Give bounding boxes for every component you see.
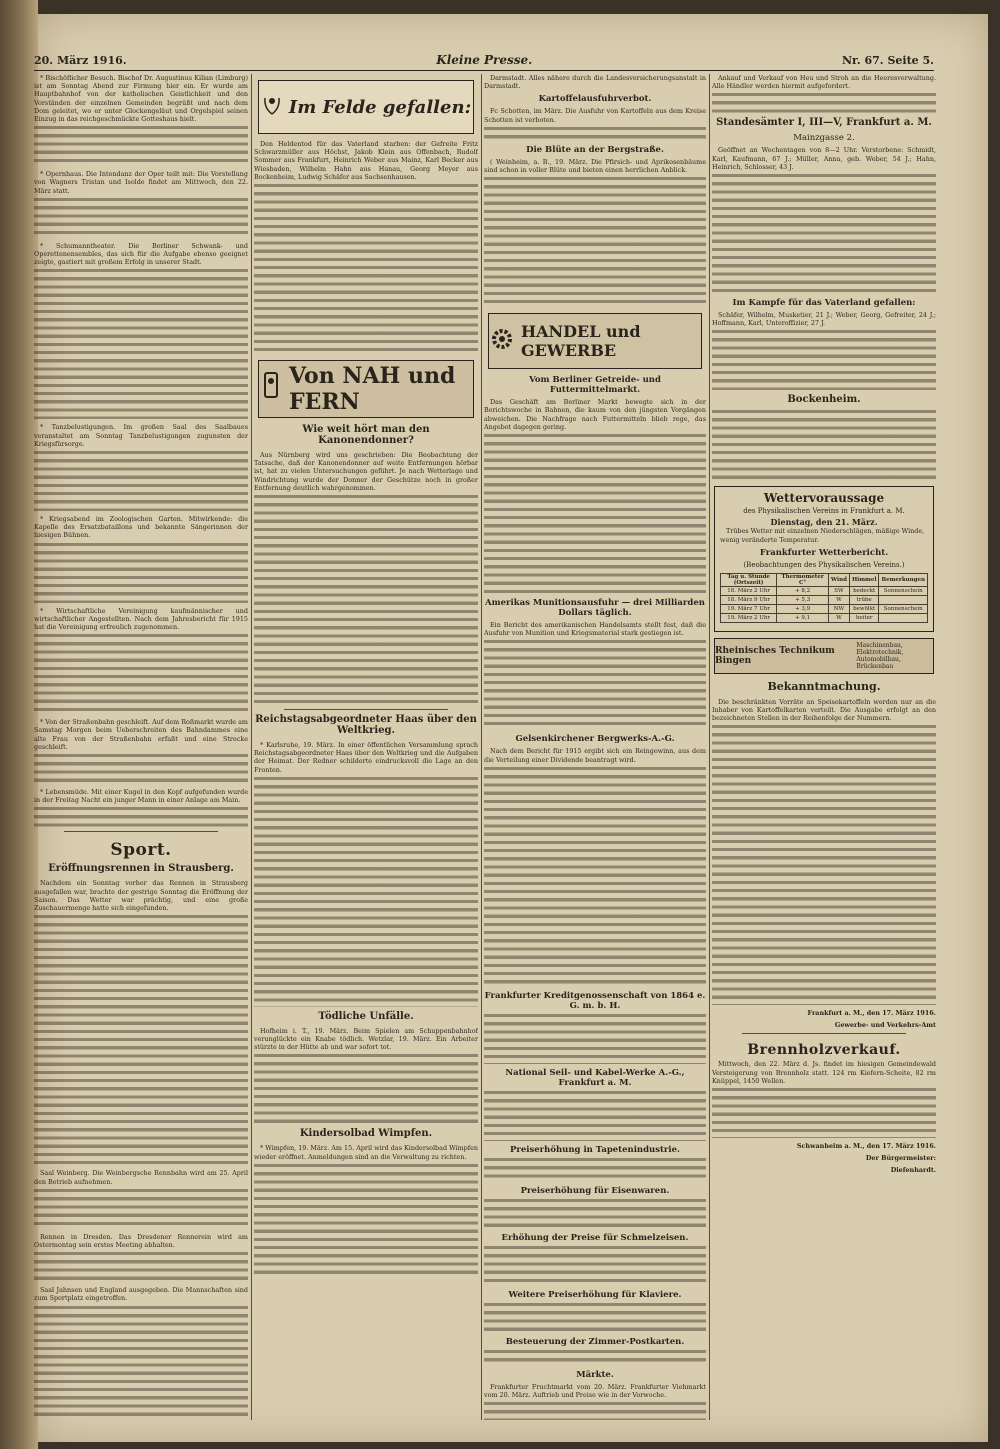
text-block — [712, 174, 936, 294]
text-block — [34, 198, 248, 238]
text-block — [34, 543, 248, 603]
text-block — [34, 754, 248, 784]
table-header-row — [721, 573, 928, 586]
handel-gewerbe-banner — [488, 313, 702, 369]
kabel-title: National Seil- und Kabel-Werke A.-G., Frankfurt a. M. — [505, 1067, 685, 1088]
telephone-icon — [259, 371, 283, 407]
sport-paragraph: Nachdem ein Sonntag vorher das Rennen in Strausberg ausgefallen war, brachte der gestrige Sonntag die Eröffnung der Saison. Das Wetter war prächtig, und eine große Zuschauermenge hatte sich eingefunden. — [34, 879, 248, 913]
technikum-ad — [714, 638, 934, 674]
text-block — [484, 1303, 706, 1333]
article-zoo: * Kriegsabend im Zoologischen Garten. Mitwirkende: die Kapelle des Ersatzbataillons und bekannte Sängerinnen der hiesigen Bühnen. — [34, 515, 248, 540]
header-rule — [34, 70, 934, 71]
text-block — [712, 725, 936, 1005]
article-vereinigung: * Wirtschaftliche Vereinigung kaufmännischer und wirtschaftlicher Angestellten. Nach dem Jahresbericht für 1915 hat die Vereinigung erfreulich zugenommen. — [34, 606, 248, 632]
wetter-title: Wettervoraussage — [763, 491, 885, 506]
table-header: Wind — [828, 573, 849, 586]
handel-gewerbe-title: HANDEL und GEWERBE — [521, 322, 641, 361]
column-rule — [251, 74, 252, 1420]
bockenheim-title: Bockenheim. — [787, 394, 861, 406]
text-block — [484, 1199, 706, 1229]
text-block — [484, 640, 706, 730]
text-block — [712, 93, 936, 113]
toedliche-title: Tödliche Unfälle. — [318, 1010, 414, 1022]
wetter-day: Dienstag, den 21. März. — [770, 517, 878, 528]
heu-text: Ankauf und Verkauf von Heu und Stroh an die Heeresverwaltung. Alle Händler werden hiermit aufgefordert. — [712, 74, 936, 91]
table-row — [721, 613, 928, 622]
article-opernhaus: * Opernhaus. Die Intendanz der Oper teilt mit: Die Vorstellung von Wagners Tristan und Isolde findet am Mittwoch, den 22. März statt. — [34, 170, 248, 195]
wetterbericht-title: Frankfurter Wetterbericht. — [759, 547, 889, 558]
wetter-text: Trübes Wetter mit einzelnen Niederschlägen, mäßige Winde, wenig veränderte Temperatur. — [720, 527, 925, 544]
column-rule — [481, 74, 482, 1420]
table-cell: W — [828, 595, 849, 604]
text-block — [34, 915, 248, 1165]
text-block — [712, 1088, 936, 1138]
table-cell: 18. März 9 Uhr — [721, 595, 777, 604]
article-lebensmuede: * Lebensmüde. Mit einer Kugel in den Kopf aufgefunden wurde in der Freitag Nacht ein junger Mann in einer Anlage am Main. — [34, 788, 248, 805]
text-block — [484, 1158, 706, 1182]
postkarten-title: Besteuerung der Zimmer-Postkarten. — [505, 1336, 685, 1347]
brennholz-date: Schwanheim a. M., den 17. März 1916. — [796, 1142, 936, 1151]
table-cell: trübe — [849, 595, 879, 604]
kanonendonner-title: Wie weit hört man den Kanonendonner? — [302, 424, 430, 447]
table-header: Bemerkungen — [879, 573, 928, 586]
book-binding — [0, 0, 38, 1449]
brennholz-title: Brennholzverkauf. — [747, 1042, 901, 1059]
article-strassenbahn: * Von der Straßenbahn geschleift. Auf dem Roßmarkt wurde am Samstag Morgen beim Ueberschreiten des Bahndammes eine alte Frau von der Straßenbahn erfaßt und eine Strecke geschleift. — [34, 718, 248, 751]
table-header: Thermometer C° — [777, 573, 829, 586]
divider — [64, 831, 218, 832]
klavier-title: Weitere Preiserhöhung für Klaviere. — [508, 1289, 682, 1300]
text-block — [34, 1306, 248, 1420]
table-cell: 19. März 2 Uhr — [721, 613, 777, 622]
kindersolbad-title: Kindersolbad Wimpfen. — [299, 1128, 433, 1140]
text-block — [712, 330, 936, 390]
maerkte-title: Märkte. — [576, 1369, 614, 1380]
text-block — [34, 634, 248, 714]
text-block — [34, 1252, 248, 1282]
standesamt-text: Geöffnet an Wochentagen von 8—2 Uhr. Verstorbene: Schmidt, Karl, Kaufmann, 67 J.; Müller, Anna, geb. Weber, 54 J.; Hahn, Heinrich, Schlosser, 43 J. — [712, 146, 936, 171]
sport-title: Sport. — [110, 840, 172, 861]
column-rule — [709, 74, 710, 1420]
table-cell: 18. März 2 Uhr — [721, 586, 777, 595]
text-block — [484, 434, 706, 594]
technikum-name: Rheinisches Technikum Bingen — [715, 645, 835, 666]
sport-paragraph: Saal Weinberg. Die Weinbergsche Rennbahn wird am 25. April den Betrieb aufnehmen. — [34, 1169, 248, 1186]
divider — [742, 1033, 906, 1034]
text-block — [712, 410, 936, 480]
bergstrasse-title: Die Blüte an der Bergstraße. — [526, 144, 664, 155]
text-block — [34, 451, 248, 511]
table-cell: heiter — [849, 613, 879, 622]
text-block — [34, 1189, 248, 1229]
header-date: 20. März 1916. — [34, 53, 127, 67]
sport-subtitle: Eröffnungsrennen in Strausberg. — [48, 863, 234, 875]
getreide-text: Das Geschäft am Berliner Markt bewegte sich in der Berichtswoche in Bahnen, die kaum von den jüngsten Vorgängen abweichen. Die Nachfrage nach Futtermitteln blieb rege, das Angebot dagegen gering. — [484, 398, 706, 431]
table-cell: W — [828, 613, 849, 622]
table-cell: Sonnenschein — [879, 586, 928, 595]
text-block — [484, 1014, 706, 1064]
text-block — [484, 1402, 706, 1420]
column-1 — [34, 74, 248, 1420]
table-cell: + 5,3 — [777, 595, 829, 604]
text-block — [484, 767, 706, 987]
toedliche-text: Hofheim i. T., 19. März. Beim Spielen am Schuppenbahnhof verunglückte ein Knabe tödlich. Wetzlar, 19. März. Ein Arbeiter stürzte in der Hütte ab und war sofort tot. — [254, 1026, 478, 1052]
standesamt-title: Standesämter I, III—V, Frankfurt a. M. — [716, 117, 932, 129]
text-block — [484, 177, 706, 307]
divider — [284, 709, 448, 710]
table-header: Tag u. Stunde (Ortszeit) — [721, 573, 777, 586]
darmstadt-text: Darmstadt. Alles nähere durch die Landesversicherungsanstalt in Darmstadt. — [484, 74, 706, 91]
text-block — [34, 269, 248, 419]
article-tanz: * Tanzbelustigungen. Im großen Saal des Saalbaues veranstaltet am Sonntag Tanzbelustigungen zugunsten der Kriegsfürsorge. — [34, 423, 248, 448]
table-cell: NW — [828, 604, 849, 613]
amerika-text: Ein Bericht des amerikanischen Handelsamts stellt fest, daß die Ausfuhr von Munition und Kriegsmaterial stark gestiegen ist. — [484, 621, 706, 638]
kanonendonner-text: Aus Nürnberg wird uns geschrieben: Die Beobachtung der Tatsache, daß der Kanonendonner auf weite Entfernungen hörbar ist, hat zu vielen Untersuchungen geführt. Je nach Wetterlage und Windrichtung wurde der Donner der Geschütze noch in großer Entfernung deutlich wahrgenommen. — [254, 451, 478, 492]
schmelz-title: Erhöhung der Preise für Schmelzeisen. — [501, 1232, 689, 1243]
tapeten-title: Preiserhöhung in Tapetenindustrie. — [509, 1144, 681, 1155]
text-block — [484, 1246, 706, 1286]
eisen-title: Preiserhöhung für Eisenwaren. — [520, 1185, 670, 1196]
gelsenkirchen-title: Gelsenkirchener Bergwerks-A.-G. — [515, 734, 675, 745]
gelsenkirchen-text: Nach dem Bericht für 1915 ergibt sich ein Reingewinn, aus dem die Verteilung einer Dividende beantragt wird. — [484, 747, 706, 764]
table-row — [721, 595, 928, 604]
amerika-title: Amerikas Munitionsausfuhr — drei Milliarden Dollars täglich. — [485, 598, 705, 619]
text-block — [254, 495, 478, 705]
laurel-icon — [261, 94, 283, 121]
reichstag-title: Reichstagsabgeordneter Haas über den Weltkrieg. — [255, 714, 477, 737]
nah-fern-title: Von NAH und FERN — [289, 363, 456, 416]
article-bischof: * Bischöflicher Besuch. Bischof Dr. Augustinus Kilian (Limburg) ist am Sonntag Abend zur Firmung hier ein. Er wurde am Hauptbahnhof von der katholischen Geistlichkeit und den Vorständen der einzelnen Gemeinden begrüßt und nach dem Dom geleitet, wo er unter Glockengeläut und Orgelspiel seinen Einzug in das reichgeschmückte Gotteshaus hielt. — [34, 74, 248, 124]
brennholz-name: Diefenhardt. — [890, 1166, 936, 1175]
text-block — [484, 1091, 706, 1141]
article-schumanntheater: * Schumanntheater. Die Berliner Schwank- und Operettenensembles, das sich für die Aufgabe ebenso geeignet zeigte, gastiert mit großem Erfolg in unserer Stadt. — [34, 241, 248, 267]
table-cell: + 3,9 — [777, 604, 829, 613]
bekanntmachung-text: Die beschränkten Vorräte an Speisekartoffeln werden nur an die Inhaber von Kartoffelkarten verteilt. Die Ausgabe erfolgt an den bezeichneten Stellen in der Reihenfolge der Nummern. — [712, 697, 936, 723]
text-block — [254, 777, 478, 1007]
text-block — [34, 807, 248, 827]
technikum-subjects: Maschinenbau, Elektrotechnik, Automobilbau, Brückenbau — [856, 641, 904, 670]
column-3 — [484, 74, 706, 1420]
text-block — [484, 1350, 706, 1366]
wetter-box — [714, 486, 934, 631]
kartoffel-title: Kartoffelausfuhrverbot. — [538, 94, 652, 105]
wetterbericht-subtitle: (Beobachtungen des Physikalischen Vereins.) — [743, 560, 905, 569]
wetter-table — [720, 573, 928, 623]
sport-paragraph: Rennen in Dresden. Das Dresdener Rennerein wird am Ostermontag sein erstes Meeting abhalten. — [34, 1232, 248, 1249]
getreide-title: Vom Berliner Getreide- und Futtermittelmarkt. — [529, 375, 661, 396]
nah-fern-banner — [258, 360, 474, 418]
bekanntmachung-date: Frankfurt a. M., den 17. März 1916. — [807, 1009, 936, 1018]
table-cell: Sonnenschein — [879, 604, 928, 613]
bekanntmachung-office: Gewerbe- und Verkehrs-Amt — [834, 1021, 936, 1030]
table-row — [721, 586, 928, 595]
table-cell: + 8,2 — [777, 586, 829, 595]
wetter-subtitle: des Physikalischen Vereins in Frankfurt a. M. — [743, 507, 905, 516]
text-block — [484, 127, 706, 141]
gear-icon — [489, 326, 515, 356]
kampf-title: Im Kampfe für das Vaterland gefallen: — [732, 298, 916, 309]
text-block — [254, 184, 478, 354]
kindersolbad-text: * Wimpfen, 19. März. Am 15. April wird das Kindersolbad Wimpfen wieder eröffnet. Anmeldungen sind an die Verwaltung zu richten. — [254, 1144, 478, 1161]
table-row — [721, 604, 928, 613]
maerkte-text: Frankfurter Fruchtmarkt vom 20. März. Frankfurter Viehmarkt vom 20. März. Auftrieb und Preise wie in der Vorwoche. — [484, 1382, 706, 1400]
bekanntmachung-title: Bekanntmachung. — [767, 679, 881, 693]
table-cell: bewölkt — [849, 604, 879, 613]
table-cell: bedeckt — [849, 586, 879, 595]
header-issue: Nr. 67. Seite 5. — [842, 53, 934, 67]
table-cell — [879, 595, 928, 604]
column-2 — [254, 74, 478, 1420]
im-felde-title: Im Felde gefallen: — [288, 96, 472, 118]
table-cell: 19. März 7 Uhr — [721, 604, 777, 613]
text-block — [254, 1054, 478, 1124]
standesamt-address: Mainzgasse 2. — [793, 133, 855, 144]
kampf-text: Schäfer, Wilhelm, Musketier, 21 J.; Weber, Georg, Gefreiter, 24 J.; Hoffmann, Karl, Unteroffizier, 27 J. — [712, 311, 936, 328]
bergstrasse-text: ( Weinheim, a. B., 19. März. Die Pfirsich- und Aprikosenbäume sind schon in voller Blüte und bieten einen herrlichen Anblick. — [484, 157, 706, 175]
kartoffel-text: Fc Schotten, im März. Die Ausfuhr von Kartoffeln aus dem Kreise Schotten ist verboten. — [484, 107, 706, 124]
table-cell: + 9,1 — [777, 613, 829, 622]
page-header — [34, 50, 934, 70]
header-paper: Kleine Presse. — [436, 53, 533, 67]
column-4 — [712, 74, 936, 1420]
sport-paragraph: Saal Jahnsen und England ausgegeben. Die Mannschaften sind zum Sportplatz eingetroffen. — [34, 1286, 248, 1303]
table-cell: SW — [828, 586, 849, 595]
table-header: Himmel — [849, 573, 879, 586]
text-block — [34, 126, 248, 166]
im-felde-banner — [258, 80, 474, 134]
reichstag-text: * Karlsruhe, 19. März. In einer öffentlichen Versammlung sprach Reichstagsabgeordneter Haas über den Weltkrieg und die Aufgaben der Heimat. Der Redner schilderte eindrucksvoll die Lage an den Fronten. — [254, 741, 478, 774]
brennholz-office: Der Bürgermeister: — [865, 1154, 936, 1163]
brennholz-text: Mittwoch, den 22. März d. Js. findet im hiesigen Gemeindewald Versteigerung von Brennholz statt. 124 rm Kiefern-Scheite, 82 rm Knüppel, 1450 Wellen. — [712, 1060, 936, 1085]
text-block — [254, 1164, 478, 1274]
table-cell — [879, 613, 928, 622]
gefallen-list: Den Heldentod für das Vaterland starben: der Gefreite Fritz Schwarzmüller aus Höchst, Jakob Klein aus Offenbach, Rudolf Sommer aus Frankfurt, Heinrich Weber aus Mainz, Karl Becker aus Wiesbaden, Wilhelm Hahn aus Hanau, Georg Meyer aus Bockenheim, Ludwig Schäfer aus Sachsenhausen. — [254, 140, 478, 181]
kredit-title: Frankfurter Kreditgenossenschaft von 1864 e. G. m. b. H. — [484, 990, 706, 1011]
